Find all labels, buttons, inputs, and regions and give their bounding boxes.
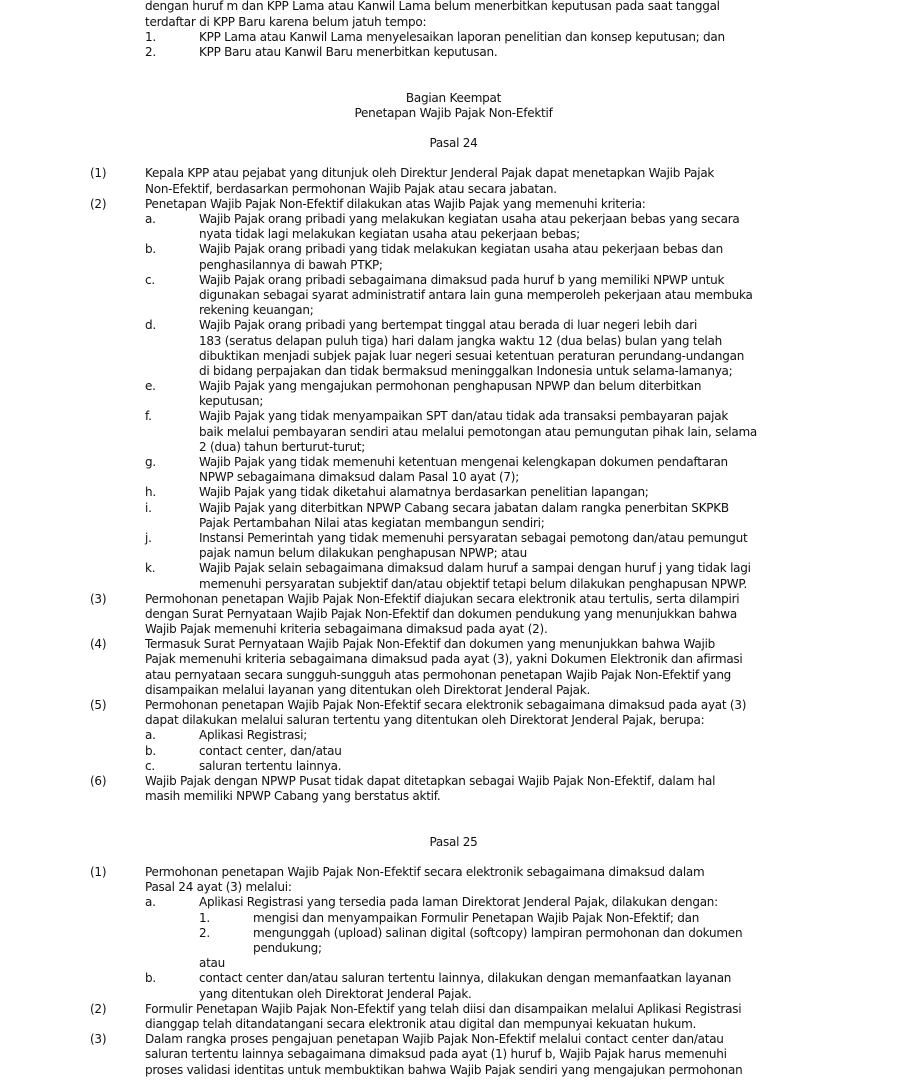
text-line xyxy=(0,911,897,926)
line-text: proses validasi identitas untuk membuktikan bahwa Wajib Pajak sendiri yang mengajukan permohonan xyxy=(145,1062,743,1077)
line-text: pendukung; xyxy=(253,941,322,956)
line-text: Wajib Pajak yang tidak menyampaikan SPT dan/atau tidak ada transaksi pembayaran pajak xyxy=(199,409,729,424)
text-line xyxy=(0,577,897,592)
text-line xyxy=(0,166,897,181)
text-line xyxy=(0,501,897,516)
blank-line xyxy=(0,804,897,819)
line-text: Aplikasi Registrasi yang tersedia pada laman Direktorat Jenderal Pajak, dilakukan dengan: xyxy=(199,895,718,910)
text-line xyxy=(0,987,897,1002)
item-number: a. xyxy=(145,212,156,227)
item-number: (5) xyxy=(90,698,107,713)
line-text: masih memiliki NPWP Cabang yang berstatus aktif. xyxy=(145,789,441,804)
line-text: Pajak Pertambahan Nilai atas kegiatan membangun sendiri; xyxy=(199,515,545,530)
line-text: Wajib Pajak orang pribadi sebagaimana dimaksud pada huruf b yang memiliki NPWP untuk xyxy=(199,272,725,287)
line-text: Wajib Pajak orang pribadi yang tidak melakukan kegiatan usaha atau pekerjaan bebas dan xyxy=(199,242,723,257)
blank-line xyxy=(0,151,897,166)
line-text: Dalam rangka proses pengajuan penetapan Wajib Pajak Non-Efektif melalui contact center dan/atau xyxy=(145,1032,724,1047)
line-text: Pajak memenuhi kriteria sebagaimana dimaksud pada ayat (3), yakni Dokumen Elektronik dan afirmasi xyxy=(145,652,743,667)
line-text: memenuhi persyaratan subjektif dan/atau objektif tetapi belum dilakukan penghapusan NPWP. xyxy=(199,576,748,591)
section-heading xyxy=(0,835,897,850)
item-number: (2) xyxy=(90,1001,107,1016)
item-number: j. xyxy=(145,530,152,545)
line-text: Pasal 25 xyxy=(429,834,478,849)
line-text: baik melalui pembayaran sendiri atau melalui pemotongan atau pemungutan pihak lain, selama xyxy=(199,424,757,439)
text-line xyxy=(0,364,897,379)
item-number: g. xyxy=(145,455,156,470)
line-text: saluran tertentu lainnya. xyxy=(199,758,342,773)
line-text: atau xyxy=(199,956,226,971)
item-number: (3) xyxy=(90,591,107,606)
item-number: e. xyxy=(145,379,156,394)
text-line xyxy=(0,744,897,759)
line-text: digunakan sebagai syarat administratif antara lain guna memperoleh pekerjaan atau membuka xyxy=(199,287,753,302)
line-text: Wajib Pajak yang mengajukan permohonan penghapusan NPWP dan belum diterbitkan xyxy=(199,379,702,394)
line-text: Permohonan penetapan Wajib Pajak Non-Efektif secara elektronik sebagaimana dimaksud pada ayat (3) xyxy=(145,698,747,713)
text-line xyxy=(0,394,897,409)
text-line xyxy=(0,45,897,60)
line-text: dibuktikan menjadi subjek pajak luar negeri sesuai ketentuan peraturan perundang-undangan xyxy=(199,348,745,363)
section-heading xyxy=(0,91,897,106)
text-line xyxy=(0,425,897,440)
text-line xyxy=(0,592,897,607)
text-line xyxy=(0,0,897,15)
line-text: contact center, dan/atau xyxy=(199,743,342,758)
text-line xyxy=(0,197,897,212)
item-number: 1. xyxy=(145,29,156,44)
item-number: 1. xyxy=(199,910,210,925)
text-line xyxy=(0,546,897,561)
text-line xyxy=(0,470,897,485)
blank-line xyxy=(0,820,897,835)
text-line xyxy=(0,227,897,242)
text-line xyxy=(0,668,897,683)
line-text: dapat dilakukan melalui saluran tertentu yang ditentukan oleh Direktorat Jenderal Pajak, berupa: xyxy=(145,713,705,728)
line-text: KPP Lama atau Kanwil Lama menyelesaikan laporan penelitian dan konsep keputusan; dan xyxy=(199,29,725,44)
line-text: Wajib Pajak yang tidak diketahui alamatnya berdasarkan penelitian lapangan; xyxy=(199,485,649,500)
text-line xyxy=(0,637,897,652)
line-text: dianggap telah ditandatangani secara elektronik atau digital dan mempunyai kekuatan hukum. xyxy=(145,1016,697,1031)
line-text: disampaikan melalui layanan yang ditentukan oleh Direktorat Jenderal Pajak. xyxy=(145,682,591,697)
blank-line xyxy=(0,60,897,75)
text-line xyxy=(0,485,897,500)
line-text: Wajib Pajak memenuhi kriteria sebagaimana dimaksud pada ayat (2). xyxy=(145,622,548,637)
text-line xyxy=(0,941,897,956)
text-line xyxy=(0,698,897,713)
item-number: k. xyxy=(145,561,156,576)
line-text: dengan huruf m dan KPP Lama atau Kanwil Lama belum menerbitkan keputusan pada saat tanggal xyxy=(145,0,720,14)
line-text: contact center dan/atau saluran tertentu lainnya, dilakukan dengan memanfaatkan layanan xyxy=(199,971,732,986)
item-number: c. xyxy=(145,758,155,773)
text-line xyxy=(0,455,897,470)
item-number: (4) xyxy=(90,637,107,652)
text-line xyxy=(0,865,897,880)
item-number: h. xyxy=(145,485,156,500)
text-line xyxy=(0,334,897,349)
text-line xyxy=(0,242,897,257)
line-text: Wajib Pajak orang pribadi yang melakukan kegiatan usaha atau pekerjaan bebas yang secara xyxy=(199,212,740,227)
item-number: b. xyxy=(145,743,156,758)
item-number: (1) xyxy=(90,865,107,880)
text-line xyxy=(0,15,897,30)
section-heading xyxy=(0,106,897,121)
item-number: b. xyxy=(145,242,156,257)
line-text: Wajib Pajak yang tidak memenuhi ketentuan mengenai kelengkapan dokumen pendaftaran xyxy=(199,455,728,470)
line-text: Permohonan penetapan Wajib Pajak Non-Efektif secara elektronik sebagaimana dimaksud dalam xyxy=(145,865,705,880)
text-line xyxy=(0,1002,897,1017)
item-number: (1) xyxy=(90,166,107,181)
line-text: saluran tertentu lainnya sebagaimana dimaksud pada ayat (1) huruf b, Wajib Pajak harus memenuhi xyxy=(145,1047,727,1062)
text-line xyxy=(0,895,897,910)
line-text: Wajib Pajak orang pribadi yang bertempat tinggal atau berada di luar negeri lebih dari xyxy=(199,318,698,333)
line-text: Kepala KPP atau pejabat yang ditunjuk oleh Direktur Jenderal Pajak dapat menetapkan Wajib Pajak xyxy=(145,166,715,181)
line-text: Pasal 24 xyxy=(429,136,478,151)
line-text: Wajib Pajak yang diterbitkan NPWP Cabang secara jabatan dalam rangka penerbitan SKPKB xyxy=(199,500,729,515)
blank-line xyxy=(0,121,897,136)
text-line xyxy=(0,789,897,804)
line-text: di bidang perpajakan dan tidak bermaksud meninggalkan Indonesia untuk selama-lamanya; xyxy=(199,363,733,378)
line-text: Instansi Pemerintah yang tidak memenuhi persyaratan sebagai pemotong dan/atau pemungut xyxy=(199,530,748,545)
text-line xyxy=(0,956,897,971)
line-text: Penetapan Wajib Pajak Non-Efektif xyxy=(354,105,553,120)
text-line xyxy=(0,1047,897,1062)
text-line xyxy=(0,1017,897,1032)
item-number: i. xyxy=(145,500,152,515)
item-number: c. xyxy=(145,272,155,287)
text-line xyxy=(0,440,897,455)
text-line xyxy=(0,728,897,743)
line-text: Non-Efektif, berdasarkan permohonan Wajib Pajak atau secara jabatan. xyxy=(145,181,557,196)
text-line xyxy=(0,349,897,364)
text-line xyxy=(0,182,897,197)
line-text: Termasuk Surat Pernyataan Wajib Pajak Non-Efektif dan dokumen yang menunjukkan bahwa Wajib xyxy=(145,637,716,652)
text-line xyxy=(0,1032,897,1047)
text-line xyxy=(0,652,897,667)
text-line xyxy=(0,303,897,318)
line-text: Wajib Pajak dengan NPWP Pusat tidak dapat ditetapkan sebagai Wajib Pajak Non-Efektif, dalam hal xyxy=(145,773,716,788)
line-text: keputusan; xyxy=(199,394,264,409)
text-line xyxy=(0,683,897,698)
item-number: b. xyxy=(145,971,156,986)
text-line xyxy=(0,759,897,774)
item-number: 2. xyxy=(199,925,210,940)
line-text: Permohonan penetapan Wajib Pajak Non-Efektif diajukan secara elektronik atau tertulis, serta dilampiri xyxy=(145,591,740,606)
line-text: KPP Baru atau Kanwil Baru menerbitkan keputusan. xyxy=(199,44,498,59)
text-line xyxy=(0,926,897,941)
text-line xyxy=(0,288,897,303)
item-number: d. xyxy=(145,318,156,333)
text-line xyxy=(0,971,897,986)
line-text: penghasilannya di bawah PTKP; xyxy=(199,257,383,272)
line-text: 2 (dua) tahun berturut-turut; xyxy=(199,439,366,454)
blank-line xyxy=(0,75,897,90)
text-line xyxy=(0,258,897,273)
text-line xyxy=(0,880,897,895)
text-line xyxy=(0,1063,897,1078)
text-line xyxy=(0,30,897,45)
blank-line xyxy=(0,850,897,865)
line-text: pajak namun belum dilakukan penghapusan NPWP; atau xyxy=(199,546,527,561)
item-number: 2. xyxy=(145,44,156,59)
line-text: Wajib Pajak selain sebagaimana dimaksud dalam huruf a sampai dengan huruf j yang tidak lagi xyxy=(199,561,751,576)
line-text: mengunggah (upload) salinan digital (softcopy) lampiran permohonan dan dokumen xyxy=(253,925,743,940)
text-line xyxy=(0,607,897,622)
item-number: (6) xyxy=(90,773,107,788)
text-line xyxy=(0,273,897,288)
text-line xyxy=(0,561,897,576)
line-text: Formulir Penetapan Wajib Pajak Non-Efektif yang telah diisi dan disampaikan melalui Aplikasi Registrasi xyxy=(145,1001,742,1016)
text-line xyxy=(0,318,897,333)
line-text: 183 (seratus delapan puluh tiga) hari dalam jangka waktu 12 (dua belas) bulan yang telah xyxy=(199,333,722,348)
line-text: mengisi dan menyampaikan Formulir Penetapan Wajib Pajak Non-Efektif; dan xyxy=(253,910,700,925)
line-text: yang ditentukan oleh Direktorat Jenderal Pajak. xyxy=(199,986,472,1001)
line-text: Pasal 24 ayat (3) melalui: xyxy=(145,880,292,895)
line-text: atau pernyataan secara sungguh-sungguh atas permohonan penetapan Wajib Pajak Non-Efektif yang xyxy=(145,667,732,682)
text-line xyxy=(0,409,897,424)
line-text: NPWP sebagaimana dimaksud dalam Pasal 10 ayat (7); xyxy=(199,470,520,485)
line-text: terdaftar di KPP Baru karena belum jatuh tempo: xyxy=(145,14,427,29)
text-line xyxy=(0,622,897,637)
text-line xyxy=(0,531,897,546)
line-text: Penetapan Wajib Pajak Non-Efektif dilakukan atas Wajib Pajak yang memenuhi kriteria: xyxy=(145,196,646,211)
text-line xyxy=(0,212,897,227)
line-text: rekening keuangan; xyxy=(199,303,314,318)
item-number: f. xyxy=(145,409,152,424)
item-number: a. xyxy=(145,728,156,743)
item-number: (2) xyxy=(90,196,107,211)
line-text: Bagian Keempat xyxy=(405,90,502,105)
text-line xyxy=(0,379,897,394)
line-text: Aplikasi Registrasi; xyxy=(199,728,307,743)
line-text: dengan Surat Pernyataan Wajib Pajak Non-Efektif dan dokumen pendukung yang menunjukkan bahwa xyxy=(145,606,737,621)
text-line xyxy=(0,774,897,789)
text-line xyxy=(0,516,897,531)
text-line xyxy=(0,713,897,728)
item-number: a. xyxy=(145,895,156,910)
section-heading xyxy=(0,136,897,151)
line-text: nyata tidak lagi melakukan kegiatan usaha atau pekerjaan bebas; xyxy=(199,227,580,242)
item-number: (3) xyxy=(90,1032,107,1047)
